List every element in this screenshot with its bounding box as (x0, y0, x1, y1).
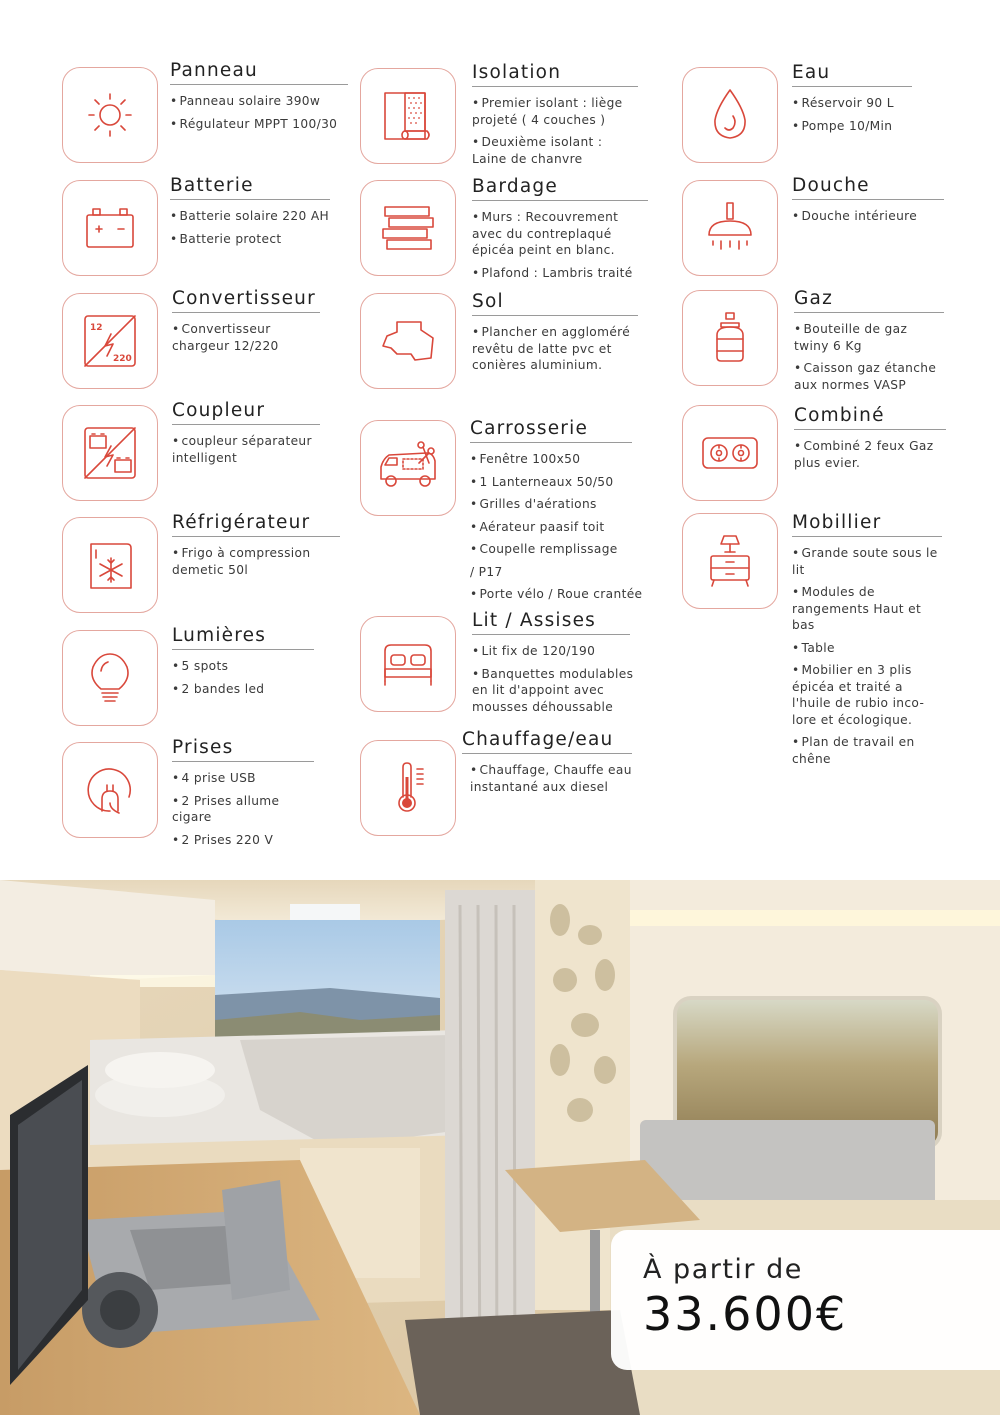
stove-icon (697, 420, 763, 486)
spec-title: Chauffage/eau (462, 729, 632, 754)
spec-text-mobilier (792, 512, 942, 773)
icon-box-batterie (62, 180, 158, 276)
icon-box-panneau (62, 67, 158, 163)
spec-items (794, 438, 946, 471)
icon-box-chauffage (360, 740, 456, 836)
spec-text-prises (172, 737, 314, 854)
price-prefix: À partir de (643, 1254, 803, 1285)
spec-items (172, 770, 314, 848)
list-item-continuation: / P17 (470, 564, 503, 579)
spec-items (172, 433, 320, 466)
spec-items (792, 208, 944, 225)
spec-items (172, 321, 320, 354)
spec-text-bardage (472, 176, 648, 287)
list-item: • Caisson gaz étanche aux normes VASP (794, 360, 944, 393)
fridge-icon (77, 532, 143, 598)
list-item: • Banquettes modulables en lit d'appoint avec mousses déhoussable (472, 666, 642, 716)
list-item: • Table (792, 640, 942, 657)
spec-title: Lumières (172, 625, 314, 650)
price-value: 33.600€ (643, 1287, 848, 1341)
spec-title: Combiné (794, 405, 946, 430)
spec-title: Réfrigérateur (172, 512, 340, 537)
list-item: • Douche intérieure (792, 208, 944, 225)
spec-title: Sol (472, 291, 638, 316)
icon-box-combine (682, 405, 778, 501)
converter-high-label: 220 (113, 354, 132, 364)
spec-items (792, 95, 912, 134)
list-item: • Grilles d'aérations (470, 496, 660, 513)
spec-text-coupleur (172, 400, 320, 472)
list-item: • Pompe 10/Min (792, 118, 912, 135)
spec-items (472, 95, 638, 167)
spec-items (462, 762, 632, 795)
icon-box-gaz (682, 290, 778, 386)
spec-text-batterie (170, 175, 330, 253)
spec-text-lumieres (172, 625, 314, 703)
list-item: • Plancher en aggloméré revêtu de latte pvc et conières aluminium. (472, 324, 638, 374)
spec-text-douche (792, 175, 944, 231)
bulb-icon (77, 645, 143, 711)
spec-items (172, 658, 314, 697)
list-item: • 2 Prises 220 V (172, 832, 314, 849)
spec-title: Mobillier (792, 512, 942, 537)
spec-title: Eau (792, 62, 912, 87)
list-item: • Modules de rangements Haut et bas (792, 584, 942, 634)
spec-text-combine (794, 405, 946, 477)
list-item: • Coupelle remplissage (470, 541, 660, 558)
converter-low-label: 12 (90, 323, 103, 333)
list-item: • Frigo à compression demetic 50l (172, 545, 340, 578)
icon-box-refrigerateur (62, 517, 158, 613)
gas-bottle-icon (697, 305, 763, 371)
water-drop-icon (697, 82, 763, 148)
list-item: • 2 bandes led (172, 681, 314, 698)
spec-items (472, 643, 642, 715)
list-item: • 1 Lanterneaux 50/50 (470, 474, 660, 491)
list-item: • Aérateur paasif toit (470, 519, 660, 536)
coupler-icon (77, 420, 143, 486)
price-box (611, 1230, 1000, 1370)
spec-items (794, 321, 944, 393)
list-item: • 5 spots (172, 658, 314, 675)
sun-icon (77, 82, 143, 148)
spec-items (472, 209, 648, 281)
planks-icon (375, 195, 441, 261)
spec-text-gaz (794, 288, 944, 399)
icon-box-convertisseur (62, 293, 158, 389)
icon-box-douche (682, 180, 778, 276)
converter-icon (77, 308, 143, 374)
spec-text-panneau (170, 60, 348, 138)
spec-title: Panneau (170, 60, 348, 85)
spec-title: Lit / Assises (472, 610, 630, 635)
spec-items (470, 451, 660, 603)
spec-items (170, 208, 330, 247)
spec-title: Bardage (472, 176, 648, 201)
list-item: • 2 Prises allume cigare (172, 793, 314, 826)
spec-text-lit (472, 610, 642, 721)
spec-text-sol (472, 291, 638, 380)
spec-items (172, 545, 340, 578)
list-item: • Grande soute sous le lit (792, 545, 942, 578)
spec-items (472, 324, 638, 374)
list-item: • Réservoir 90 L (792, 95, 912, 112)
spec-title: Coupleur (172, 400, 320, 425)
icon-box-lumieres (62, 630, 158, 726)
spec-items (792, 545, 942, 767)
floor-plan-icon (375, 308, 441, 374)
list-item: • Lit fix de 120/190 (472, 643, 642, 660)
icon-box-lit (360, 616, 456, 712)
spec-title: Prises (172, 737, 314, 762)
list-item: • Fenêtre 100x50 (470, 451, 660, 468)
spec-title: Douche (792, 175, 944, 200)
spec-text-refrigerateur (172, 512, 340, 584)
list-item: • Régulateur MPPT 100/30 (170, 116, 348, 133)
icon-box-isolation (360, 68, 456, 164)
list-item: • Porte vélo / Roue crantée (470, 586, 660, 603)
icon-box-eau (682, 67, 778, 163)
spec-title: Gaz (794, 288, 944, 313)
icon-box-carrosserie (360, 420, 456, 516)
list-item: • Mobilier en 3 plis épicéa et traité a l'huile de rubio inco-lore et écologique. (792, 662, 942, 728)
icon-box-coupleur (62, 405, 158, 501)
list-item: • Batterie solaire 220 AH (170, 208, 330, 225)
spec-title: Carrosserie (470, 418, 632, 443)
insulation-roll-icon (375, 83, 441, 149)
plug-icon (77, 757, 143, 823)
van-icon (375, 435, 441, 501)
spec-title: Convertisseur (172, 288, 320, 313)
list-item: • Premier isolant : liège projeté ( 4 couches ) (472, 95, 638, 128)
spec-title: Isolation (472, 62, 638, 87)
spec-text-carrosserie (470, 418, 660, 609)
spec-text-chauffage (462, 729, 632, 801)
list-item: • 4 prise USB (172, 770, 314, 787)
spec-text-eau (792, 62, 912, 140)
list-item: • Bouteille de gaz twiny 6 Kg (794, 321, 944, 354)
spec-text-convertisseur (172, 288, 320, 360)
spec-items (170, 93, 348, 132)
list-item: • Plafond : Lambris traité (472, 265, 648, 282)
list-item: • Batterie protect (170, 231, 330, 248)
battery-icon (77, 195, 143, 261)
list-item: • Murs : Recouvrement avec du contreplaqué épicéa peint en blanc. (472, 209, 648, 259)
icon-box-prises (62, 742, 158, 838)
shower-icon (697, 195, 763, 261)
icon-box-sol (360, 293, 456, 389)
list-item: • Deuxième isolant : Laine de chanvre (472, 134, 638, 167)
list-item: • Convertisseur chargeur 12/220 (172, 321, 320, 354)
list-item: • Plan de travail en chêne (792, 734, 942, 767)
icon-box-mobilier (682, 513, 778, 609)
bed-icon (375, 631, 441, 697)
spec-title: Batterie (170, 175, 330, 200)
thermometer-icon (375, 755, 441, 821)
spec-text-isolation (472, 62, 638, 173)
list-item: • Chauffage, Chauffe eau instantané aux diesel (470, 762, 632, 795)
list-item: • Combiné 2 feux Gaz plus evier. (794, 438, 946, 471)
nightstand-icon (697, 528, 763, 594)
list-item: • Panneau solaire 390w (170, 93, 348, 110)
icon-box-bardage (360, 180, 456, 276)
list-item: • coupleur séparateur intelligent (172, 433, 320, 466)
